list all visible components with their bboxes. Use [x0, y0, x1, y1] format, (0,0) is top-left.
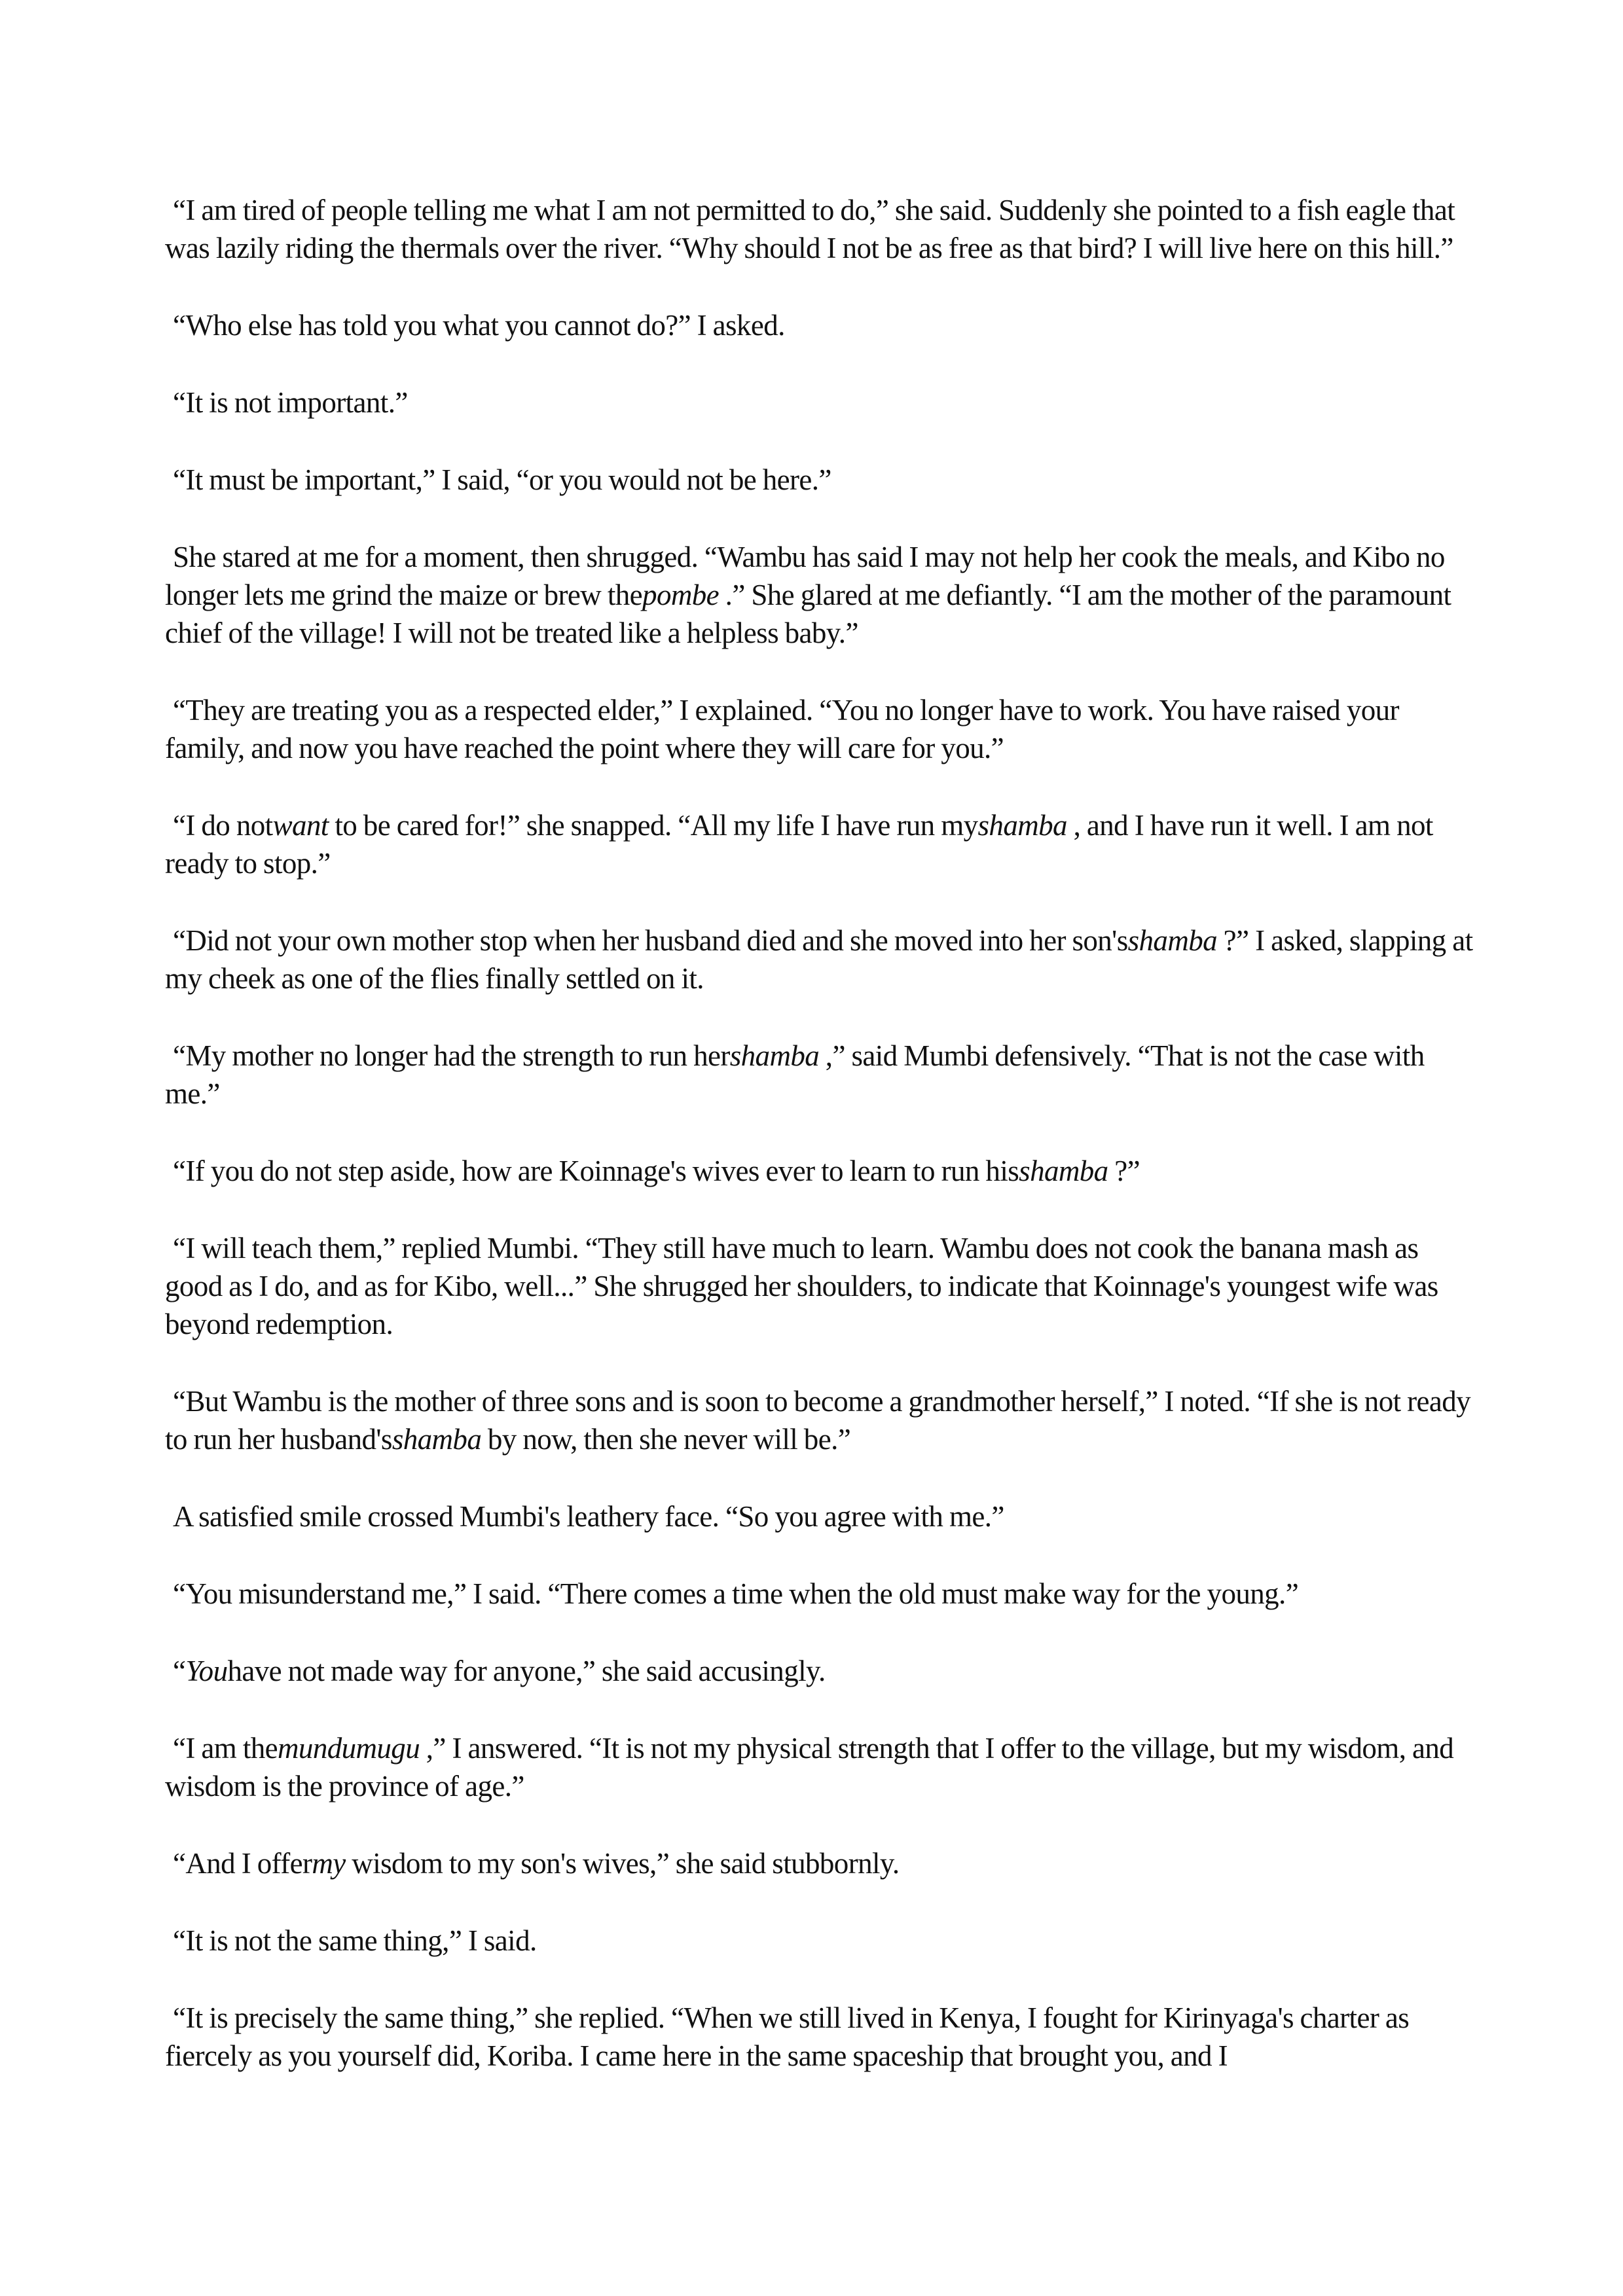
paragraph-text: “If you do not step aside, how are Koinnage's wives ever to learn to run his — [173, 1155, 1019, 1187]
italic-text: shamba — [392, 1423, 482, 1456]
italic-text: You — [185, 1655, 228, 1687]
paragraph — [165, 1498, 1481, 1535]
paragraph-text: ,” I answered. “It is not my physical strength that I offer to the village, but my wisdom, and wisdom is the province of age.” — [165, 1732, 1454, 1803]
paragraph-text: ?” I asked, slapping at my cheek as one of the flies finally settled on it. — [165, 924, 1473, 995]
paragraph-text: “Did not your own mother stop when her husband died and she moved into her son's — [173, 924, 1128, 957]
paragraph-text: “My mother no longer had the strength to run her — [173, 1039, 730, 1072]
italic-text: mundumugu — [278, 1732, 420, 1765]
paragraph-text: “I do not — [173, 809, 273, 842]
paragraph-text: , and I have run it well. I am not ready to stop.” — [165, 809, 1433, 880]
paragraph — [165, 1229, 1481, 1343]
paragraph — [165, 1152, 1481, 1190]
paragraph — [165, 1999, 1481, 2075]
paragraph-text: “You misunderstand me,” I said. “There comes a time when the old must make way for the young.” — [173, 1577, 1299, 1610]
italic-text: shamba — [1127, 924, 1218, 957]
paragraph — [165, 306, 1481, 344]
paragraph-text: wisdom to my son's wives,” she said stubbornly. — [345, 1847, 900, 1880]
italic-text: shamba — [1019, 1155, 1108, 1187]
paragraph-text: “I am tired of people telling me what I am not permitted to do,” she said. Suddenly she pointed to a fish eagle that was lazily riding the thermals over the river. “Why should I not be as free as that bird? I will live here on this hill.” — [165, 194, 1455, 264]
paragraph-text: ,” said Mumbi defensively. “That is not the case with me.” — [165, 1039, 1425, 1110]
italic-text: shamba — [729, 1039, 820, 1072]
paragraph-text: to be cared for!” she snapped. “All my life I have run my — [328, 809, 978, 842]
paragraph-text: “Who else has told you what you cannot do?” I asked. — [173, 309, 785, 342]
paragraph-text: She stared at me for a moment, then shrugged. “Wambu has said I may not help her cook the meals, and Kibo no longer lets me grind the maize or brew the — [165, 541, 1445, 611]
paragraph-text: .” She glared at me defiantly. “I am the mother of the paramount chief of the village! I will not be treated like a helpless baby.” — [165, 579, 1451, 649]
paragraph — [165, 1037, 1481, 1113]
italic-text: shamba — [977, 809, 1067, 842]
document-body — [165, 191, 1481, 2075]
paragraph — [165, 1575, 1481, 1613]
paragraph-text: A satisfied smile crossed Mumbi's leathery face. “So you agree with me.” — [173, 1500, 1004, 1533]
paragraph-text: “I will teach them,” replied Mumbi. “They still have much to learn. Wambu does not cook the banana mash as good as I do, and as for Kibo, well...” She shrugged her shoulders, to indicate that Koinnage's youngest wife was beyond redemption. — [165, 1232, 1438, 1340]
paragraph-text: “And I offer — [173, 1847, 312, 1880]
paragraph — [165, 922, 1481, 997]
paragraph-text: “They are treating you as a respected elder,” I explained. “You no longer have to work. You have raised your family, and now you have reached the point where they will care for you.” — [165, 694, 1399, 764]
paragraph-text: “It is precisely the same thing,” she replied. “When we still lived in Kenya, I fought for Kirinyaga's charter as fiercely as you yourself did, Koriba. I came here in the same spaceship that brought you, and I — [165, 2001, 1410, 2072]
paragraph-text: have not made way for anyone,” she said accusingly. — [227, 1655, 826, 1687]
paragraph-text: by now, then she never will be.” — [481, 1423, 851, 1456]
paragraph — [165, 461, 1481, 499]
paragraph-text: “But Wambu is the mother of three sons and is soon to become a grandmother herself,” I noted. “If she is not ready to run her husband's — [165, 1385, 1471, 1456]
italic-text: want — [272, 809, 329, 842]
paragraph-text: “It must be important,” I said, “or you would not be here.” — [173, 463, 831, 496]
paragraph-text: “It is not important.” — [173, 386, 408, 419]
paragraph — [165, 1382, 1481, 1458]
paragraph — [165, 191, 1481, 267]
paragraph — [165, 1729, 1481, 1805]
paragraph — [165, 1844, 1481, 1882]
paragraph — [165, 1922, 1481, 1960]
paragraph — [165, 691, 1481, 767]
paragraph-text: “ — [173, 1655, 186, 1687]
paragraph — [165, 384, 1481, 422]
paragraph — [165, 1652, 1481, 1690]
paragraph — [165, 538, 1481, 652]
italic-text: pombe — [642, 579, 720, 611]
paragraph-text: ?” — [1108, 1155, 1140, 1187]
paragraph-text: “I am the — [173, 1732, 278, 1765]
paragraph — [165, 806, 1481, 882]
paragraph-text: “It is not the same thing,” I said. — [173, 1924, 537, 1957]
italic-text: my — [312, 1847, 346, 1880]
